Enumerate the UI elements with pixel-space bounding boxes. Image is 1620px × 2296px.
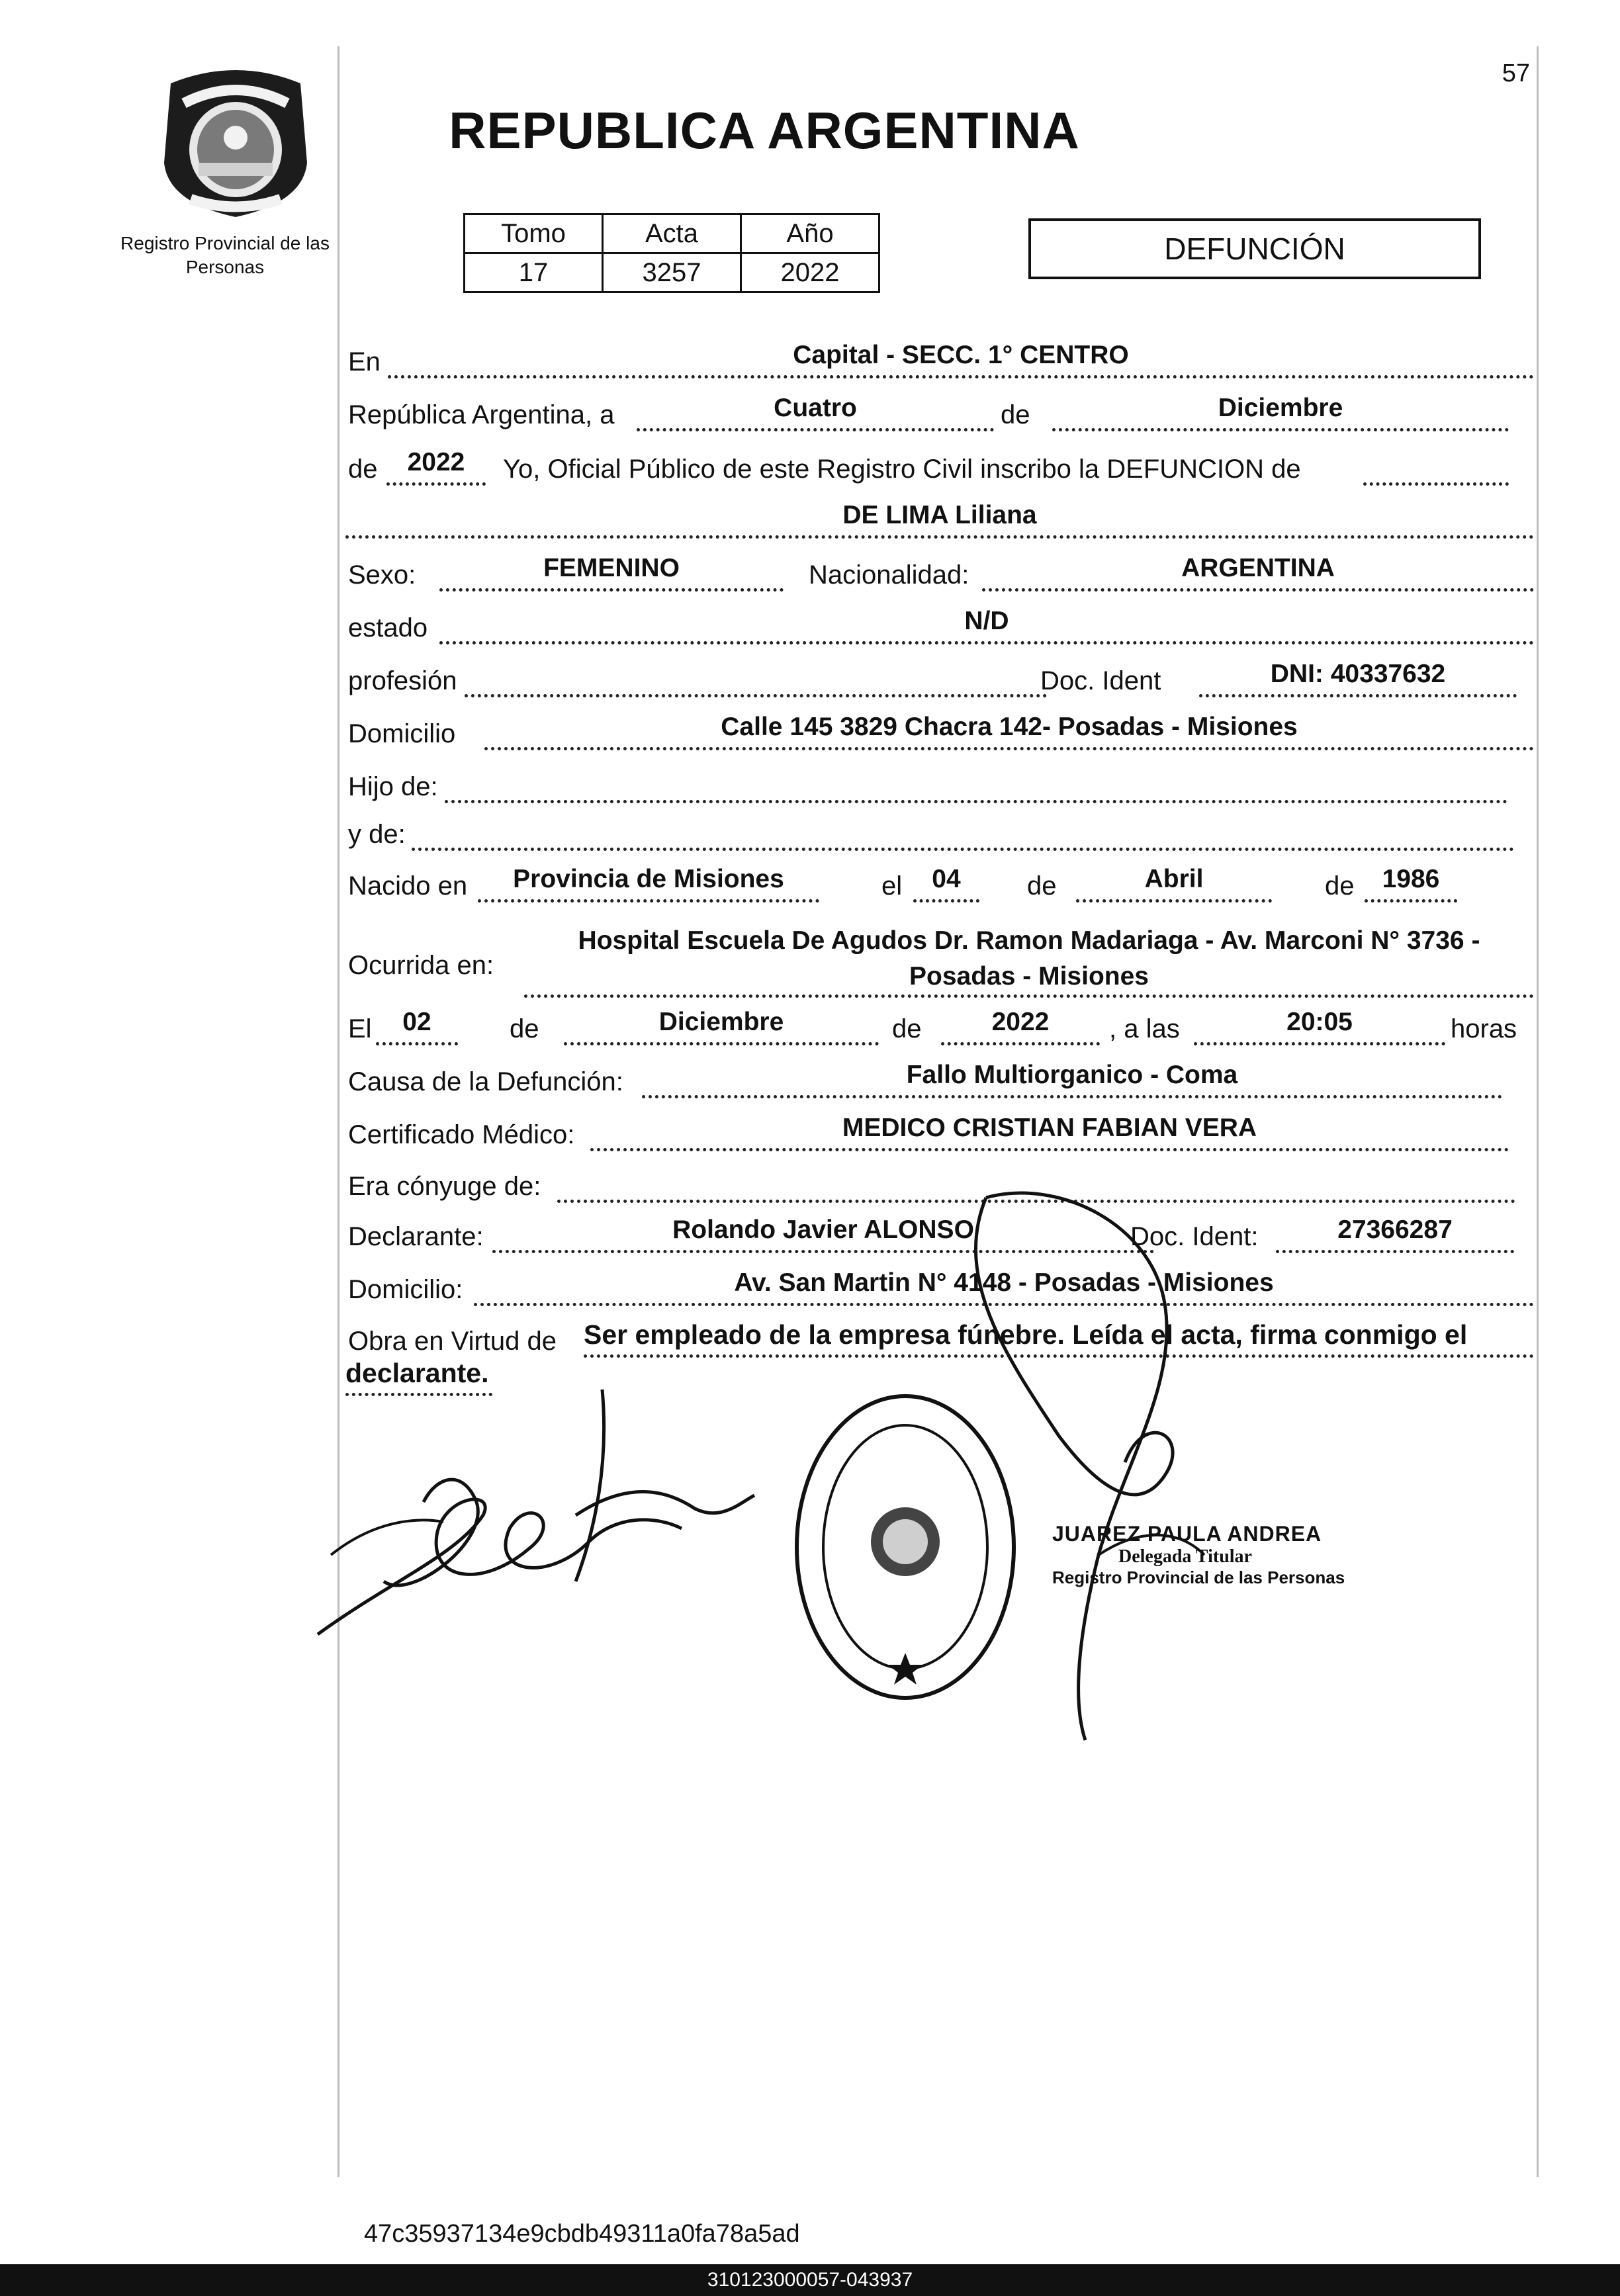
row-hijo-de [345, 768, 1534, 807]
label-sexo: Sexo: [348, 560, 416, 590]
declarant-signature [311, 1383, 761, 1648]
label-a-las: , a las [1109, 1014, 1180, 1043]
row-nombre [345, 503, 1534, 543]
field-mes-acta: Diciembre [1052, 394, 1509, 431]
label-domicilio-2: Domicilio: [348, 1275, 463, 1304]
label-de-5: de [892, 1014, 922, 1043]
label-obra: Obra en Virtud de [348, 1327, 557, 1356]
row-fecha-acta [345, 396, 1534, 435]
barcode-bar [0, 2264, 1620, 2296]
label-hijo-de: Hijo de: [348, 772, 438, 801]
barcode-text: 310123000057-043937 [707, 2269, 913, 2291]
field-doc-declarante: 27366287 [1276, 1215, 1514, 1253]
official-block [1052, 1522, 1396, 1588]
label-causa: Causa de la Defunción: [348, 1067, 623, 1096]
right-margin-line [1537, 46, 1539, 2177]
field-nacionalidad: ARGENTINA [982, 554, 1534, 592]
field-ocurrida: Hospital Escuela De Agudos Dr. Ramon Madariaga - Av. Marconi N° 3736 - Posadas - Misiones [524, 918, 1534, 998]
label-y-de: y de: [348, 820, 406, 849]
label-estado: estado [348, 613, 428, 642]
document-hash: 47c35937134e9cbdb49311a0fa78a5ad [364, 2220, 800, 2248]
label-de-2: de [1027, 871, 1057, 901]
label-el: el [881, 871, 903, 901]
field-causa: Fallo Multiorganico - Coma [642, 1061, 1502, 1098]
label-ocurrida: Ocurrida en: [348, 951, 494, 980]
field-hijo-de [445, 766, 1508, 803]
label-domicilio: Domicilio [348, 719, 456, 748]
record-table-header-row [465, 214, 879, 253]
field-dia-defuncion: 02 [376, 1008, 458, 1045]
official-signature [926, 1184, 1284, 1753]
row-intro [345, 450, 1534, 490]
label-nacionalidad: Nacionalidad: [809, 560, 969, 590]
intro-text: Yo, Oficial Público de este Registro Civil inscribo la DEFUNCION de [503, 455, 1301, 484]
field-mes-nacimiento: Abril [1076, 865, 1272, 903]
field-anio-nacimiento: 1986 [1365, 865, 1457, 903]
label-doc-ident-2: Doc. Ident: [1130, 1222, 1259, 1251]
label-conyuge: Era cónyuge de: [348, 1172, 541, 1201]
field-declarante: Rolando Javier ALONSO [492, 1215, 1154, 1253]
field-nombre: DE LIMA Liliana [345, 501, 1534, 539]
label-de-anio: de [348, 455, 378, 484]
value-tomo: 17 [465, 253, 603, 292]
row-ocurrida [345, 920, 1534, 1002]
document-type-box: DEFUNCIÓN [1028, 218, 1481, 279]
provincial-seal-logo [151, 64, 320, 222]
header-anio: Año [741, 214, 879, 253]
row-domicilio [345, 715, 1534, 754]
header-tomo: Tomo [465, 214, 603, 253]
field-profesion [465, 660, 1047, 697]
official-name: JUAREZ PAULA ANDREA [1052, 1522, 1322, 1546]
row-certificado [345, 1116, 1534, 1155]
official-role: Delegada Titular [1118, 1546, 1252, 1567]
label-horas: horas [1451, 1014, 1517, 1043]
field-hora: 20:05 [1194, 1008, 1445, 1045]
record-table-value-row [465, 253, 879, 292]
field-en: Capital - SECC. 1° CENTRO [388, 341, 1534, 378]
label-doc-ident: Doc. Ident [1040, 666, 1161, 695]
label-republica: República Argentina, a [348, 400, 615, 429]
row-profesion [345, 662, 1534, 701]
row-sexo [345, 556, 1534, 596]
field-intro-blank [1363, 448, 1509, 486]
row-fecha-defuncion [345, 1010, 1534, 1049]
value-acta: 3257 [603, 253, 741, 292]
registry-label: Registro Provincial de las Personas [120, 233, 330, 277]
header-acta: Acta [603, 214, 741, 253]
official-org: Registro Provincial de las Personas [1052, 1567, 1345, 1587]
row-causa [345, 1063, 1534, 1102]
left-margin-line [338, 46, 339, 2177]
field-domicilio-declarante: Av. San Martin N° 4148 - Posadas - Misiones [474, 1268, 1534, 1306]
field-certificado: MEDICO CRISTIAN FABIAN VERA [590, 1114, 1509, 1151]
field-doc-ident: DNI: 40337632 [1199, 660, 1517, 697]
field-obra: Ser empleado de la empresa fúnebre. Leída el acta, firma conmigo el [584, 1320, 1534, 1358]
field-y-de [412, 813, 1514, 851]
field-anio-defuncion: 2022 [941, 1008, 1100, 1045]
label-nacido-en: Nacido en [348, 871, 468, 901]
field-sexo: FEMENINO [439, 554, 784, 592]
field-anio-acta: 2022 [386, 448, 486, 486]
label-en: En [348, 347, 381, 376]
field-mes-defuncion: Diciembre [564, 1008, 879, 1045]
field-obra-continued: declarante. [345, 1358, 492, 1396]
label-de-1: de [1001, 400, 1030, 429]
record-table [463, 213, 880, 293]
row-nacido [345, 867, 1534, 906]
page-title: REPUBLICA ARGENTINA [449, 101, 1080, 159]
label-declarante: Declarante: [348, 1222, 484, 1251]
label-profesion: profesión [348, 666, 457, 695]
field-domicilio: Calle 145 3829 Chacra 142- Posadas - Misiones [484, 713, 1534, 750]
label-de-3: de [1325, 871, 1355, 901]
field-estado: N/D [439, 607, 1534, 644]
field-lugar-nacimiento: Provincia de Misiones [478, 865, 819, 903]
value-anio: 2022 [741, 253, 879, 292]
label-certificado: Certificado Médico: [348, 1120, 575, 1149]
field-dia-acta: Cuatro [637, 394, 994, 431]
row-y-de [345, 815, 1534, 855]
row-estado [345, 609, 1534, 648]
page-number: 57 [1502, 60, 1530, 87]
field-dia-nacimiento: 04 [913, 865, 979, 903]
label-de-4: de [510, 1014, 539, 1043]
row-en [345, 343, 1534, 382]
label-el-2: El [348, 1014, 372, 1043]
